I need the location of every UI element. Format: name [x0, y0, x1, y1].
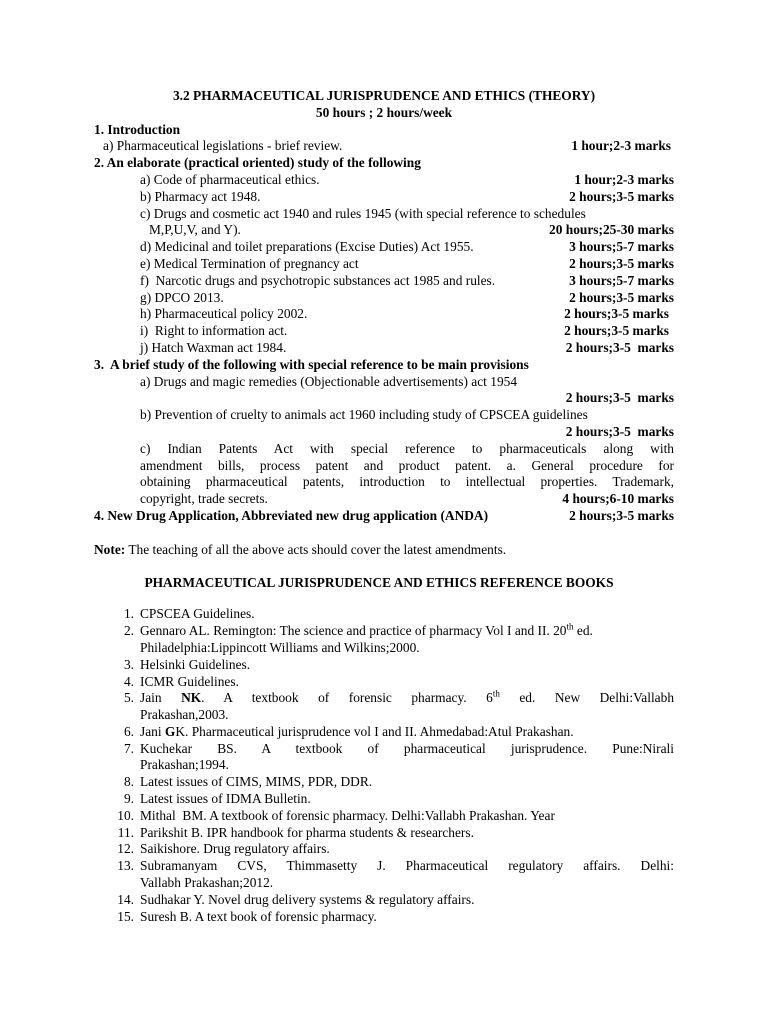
section-3-item-c-line: c) Indian Patents Act with special reference to pharmaceuticals along with [140, 440, 674, 456]
item-text: a) Code of pharmaceutical ethics. [140, 171, 320, 187]
references-heading: PHARMACEUTICAL JURISPRUDENCE AND ETHICS REFERENCE BOOKS [144, 574, 614, 590]
section-3-item-c-line: amendment bills, process patent and product patent. a. General procedure for [140, 457, 674, 473]
page-subtitle: 50 hours ; 2 hours/week [315, 104, 453, 120]
section-3-item-a-marks: 2 hours;3-5 marks [565, 390, 674, 406]
list-item [94, 774, 674, 791]
ref-number: 5. [123, 690, 134, 706]
ref-superscript: th [566, 621, 574, 632]
ref-text-line1: Kuchekar BS. A textbook of pharmaceutical jurisprudence. Pune:Nirali [140, 740, 674, 756]
list-item [94, 808, 674, 825]
ref-text-line2: Prakashan;1994. [140, 757, 229, 773]
list-item [94, 825, 674, 842]
note [94, 542, 674, 559]
ref-text [140, 690, 674, 724]
section-2-item [94, 189, 674, 206]
ref-text: Parikshit B. IPR handbook for pharma students & researchers. [140, 824, 474, 840]
ref-text: Mithal BM. A textbook of forensic pharmacy. Delhi:Vallabh Prakashan. Year [140, 807, 555, 823]
item-marks: 3 hours;5-7 marks [569, 239, 674, 255]
item-marks: 1 hour;2-3 marks [571, 138, 671, 154]
section-1-item-a [94, 138, 674, 155]
ref-text-line2: Prakashan,2003. [140, 707, 229, 723]
ref-text [140, 724, 674, 741]
list-item [94, 623, 674, 657]
ref-superscript: th [492, 688, 500, 699]
section-3-item-c-last [94, 491, 674, 508]
item-text: i) Right to information act. [140, 323, 288, 339]
ref-text-part: Jani [140, 723, 165, 739]
ref-text [140, 623, 674, 657]
item-marks: 4 hours;6-10 marks [562, 491, 674, 507]
ref-text-part: Jain [140, 690, 182, 706]
ref-text-part: K. Pharmaceutical jurisprudence vol I and II. Ahmedabad:Atul Prakashan. [175, 723, 574, 739]
ref-number: 14. [117, 891, 134, 907]
ref-number: 11. [117, 824, 134, 840]
section-3-heading: 3. A brief study of the following with special reference to be main provisions [94, 356, 529, 372]
ref-text-line2: Philadelphia:Lippincott Williams and Wilkins;2000. [140, 639, 420, 655]
ref-text: ICMR Guidelines. [140, 673, 239, 689]
ref-number: 4. [123, 673, 134, 689]
ref-number: 13. [117, 858, 134, 874]
item-text: b) Pharmacy act 1948. [140, 188, 261, 204]
ref-text-part: ed. [573, 623, 593, 639]
section-4-heading: 4. New Drug Application, Abbreviated new drug application (ANDA) [94, 507, 489, 523]
ref-number: 6. [123, 723, 134, 739]
section-3-item-a-text: a) Drugs and magic remedies (Objectionable advertisements) act 1954 [140, 373, 518, 389]
list-item [94, 674, 674, 691]
item-text: g) DPCO 2013. [140, 289, 224, 305]
list-item [94, 741, 674, 775]
section-3-item-b-marks: 2 hours;3-5 marks [565, 423, 674, 439]
item-marks: 2 hours;3-5 marks [564, 323, 669, 339]
ref-text-line2: Vallabh Prakashan;2012. [140, 875, 274, 891]
list-item [94, 858, 674, 892]
list-item [94, 841, 674, 858]
list-item [94, 909, 674, 926]
list-item [94, 892, 674, 909]
list-item [94, 606, 674, 623]
item-marks: 2 hours;3-5 marks [565, 339, 674, 355]
ref-text [140, 741, 674, 775]
ref-text-part: Gennaro AL. Remington: The science and practice of pharmacy Vol I and II. 20 [140, 623, 567, 639]
ref-text-part: . A textbook of forensic pharmacy. 6 [201, 690, 493, 706]
item-text: f) Narcotic drugs and psychotropic substances act 1985 and rules. [140, 272, 496, 288]
item-marks: 3 hours;5-7 marks [569, 272, 674, 288]
item-text: j) Hatch Waxman act 1984. [140, 339, 287, 355]
ref-text: Saikishore. Drug regulatory affairs. [140, 841, 330, 857]
ref-text: Latest issues of CIMS, MIMS, PDR, DDR. [140, 774, 373, 790]
ref-text: CPSCEA Guidelines. [140, 606, 255, 622]
item-text: copyright, trade secrets. [140, 491, 268, 507]
ref-text [140, 858, 674, 892]
ref-number: 2. [123, 623, 134, 639]
ref-text: Helsinki Guidelines. [140, 656, 251, 672]
item-marks: 2 hours;3-5 marks [569, 289, 674, 305]
ref-number: 10. [117, 807, 134, 823]
item-marks: 1 hour;2-3 marks [574, 171, 674, 187]
note-text: The teaching of all the above acts should cover the latest amendments. [125, 541, 507, 557]
section-2-item [94, 306, 674, 323]
list-item [94, 791, 674, 808]
section-2-item [94, 256, 674, 273]
list-item [94, 724, 674, 741]
item-text: a) Pharmaceutical legislations - brief review. [103, 138, 343, 154]
item-text: e) Medical Termination of pregnancy act [140, 255, 359, 271]
section-4-marks: 2 hours;3-5 marks [569, 507, 674, 523]
ref-number: 12. [117, 841, 134, 857]
list-item [94, 657, 674, 674]
reference-list [94, 606, 674, 925]
item-marks: 2 hours;3-5 marks [564, 306, 669, 322]
section-2-item [94, 323, 674, 340]
ref-number: 3. [123, 656, 134, 672]
item-marks: 20 hours;25-30 marks [549, 222, 674, 238]
section-2-item [94, 340, 674, 357]
ref-text-part: ed. New Delhi:Vallabh [499, 690, 675, 706]
section-3-item-b-text: b) Prevention of cruelty to animals act 1960 including study of CPSCEA guidelines [140, 407, 588, 423]
item-text: d) Medicinal and toilet preparations (Excise Duties) Act 1955. [140, 239, 474, 255]
ref-text: Sudhakar Y. Novel drug delivery systems & regulatory affairs. [140, 891, 475, 907]
ref-number: 9. [123, 791, 134, 807]
section-2-item [94, 172, 674, 189]
section-2-item [94, 206, 674, 223]
ref-number: 15. [117, 908, 134, 924]
ref-number: 1. [123, 606, 134, 622]
section-2-item [94, 273, 674, 290]
section-2-heading: 2. An elaborate (practical oriented) study of the following [94, 155, 421, 171]
ref-number: 8. [123, 774, 134, 790]
ref-number: 7. [123, 740, 134, 756]
section-2-item [94, 290, 674, 307]
section-3-item-c-line: obtaining pharmaceutical patents, introduction to intellectual properties. Trademark, [140, 474, 674, 490]
item-text: h) Pharmaceutical policy 2002. [140, 306, 308, 322]
ref-text: Suresh B. A text book of forensic pharmacy. [140, 908, 377, 924]
ref-text: Latest issues of IDMA Bulletin. [140, 791, 311, 807]
section-4-heading-row [94, 508, 674, 525]
ref-text-line1: Subramanyam CVS, Thimmasetty J. Pharmaceutical regulatory affairs. Delhi: [140, 858, 674, 874]
section-2-item [94, 239, 674, 256]
item-marks: 2 hours;3-5 marks [569, 188, 674, 204]
item-marks: 2 hours;3-5 marks [569, 255, 674, 271]
ref-bold-part: NK [181, 690, 202, 706]
note-label: Note: [94, 541, 126, 557]
list-item [94, 690, 674, 724]
ref-bold-part: G [164, 723, 176, 739]
page-title: 3.2 PHARMACEUTICAL JURISPRUDENCE AND ETHICS (THEORY) [172, 88, 596, 103]
section-1-heading: 1. Introduction [94, 121, 181, 137]
item-text: M,P,U,V, and Y). [149, 222, 241, 238]
item-text: c) Drugs and cosmetic act 1940 and rules 1945 (with special reference to schedules [140, 205, 586, 221]
section-2-item [94, 222, 674, 239]
